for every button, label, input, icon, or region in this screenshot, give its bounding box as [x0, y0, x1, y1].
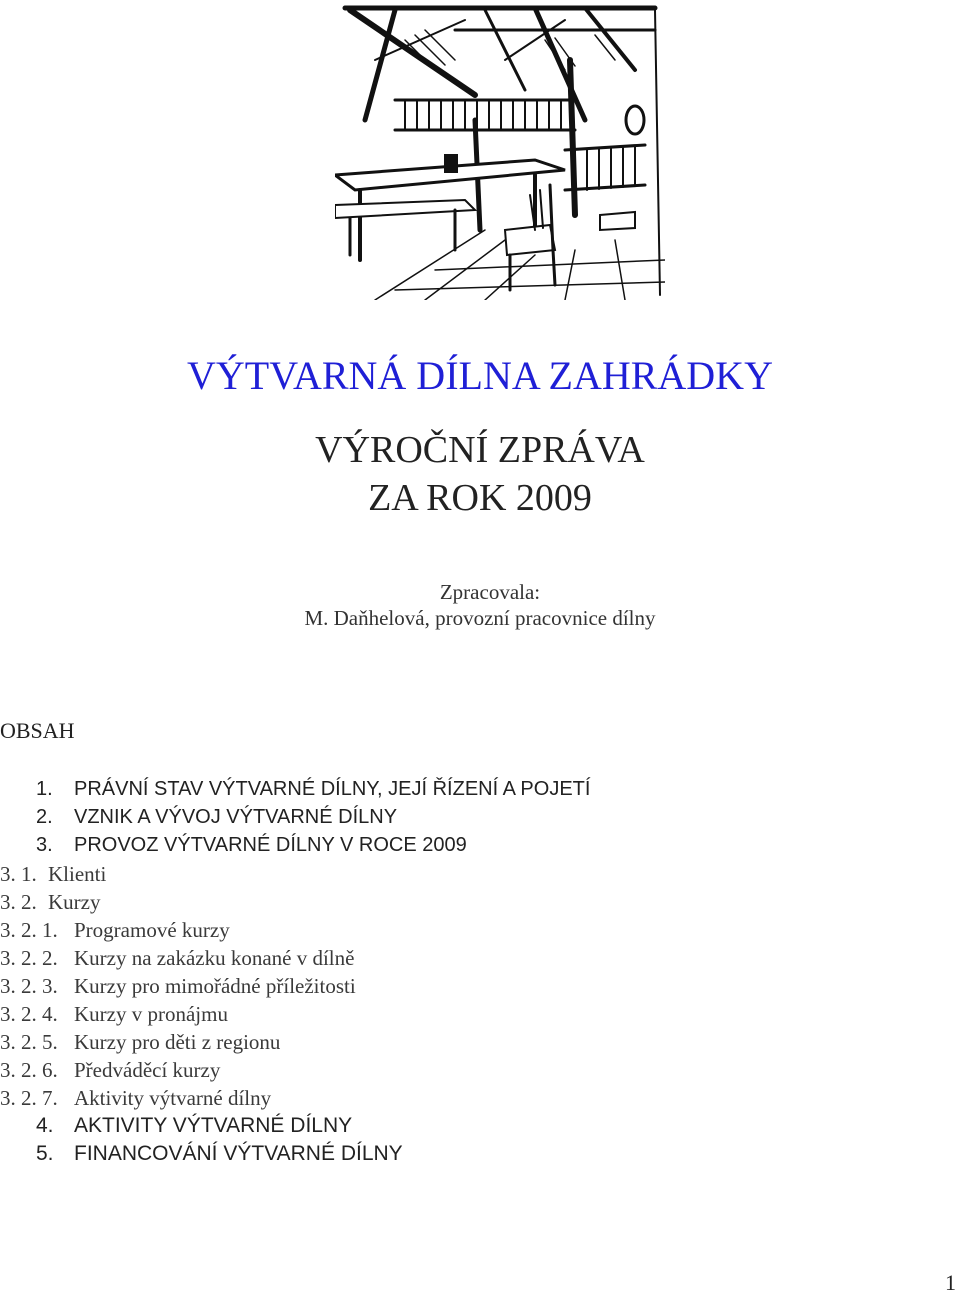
- toc-item-number: 3. 2. 6.: [0, 1058, 58, 1082]
- toc-item-text: PROVOZ VÝTVARNÉ DÍLNY V ROCE 2009: [74, 834, 467, 856]
- author-name: M. Daňhelová, provozní pracovnice dílny: [304, 606, 656, 630]
- toc-item: [0, 1030, 280, 1055]
- toc-item: [0, 918, 230, 943]
- toc-item-text: Klienti: [48, 862, 107, 886]
- toc-item: [36, 1114, 352, 1138]
- toc-item-text: Kurzy pro mimořádné příležitosti: [74, 974, 356, 998]
- report-subtitle-line1: VÝROČNÍ ZPRÁVA: [315, 429, 645, 471]
- toc-item-number: 2.: [36, 806, 53, 828]
- toc-item-number: 4.: [36, 1114, 54, 1137]
- toc-item-number: 3. 2.: [0, 890, 37, 914]
- toc-item-text: Kurzy: [48, 890, 101, 914]
- toc-item: [36, 806, 397, 829]
- toc-item-text: Kurzy pro děti z regionu: [74, 1030, 281, 1054]
- page-number: 1: [945, 1270, 956, 1295]
- toc-item-number: 5.: [36, 1142, 54, 1165]
- toc-item-text: Aktivity výtvarné dílny: [74, 1086, 272, 1110]
- author-label: Zpracovala:: [439, 580, 541, 604]
- toc-item-text: Programové kurzy: [74, 918, 230, 942]
- toc-item-number: 3. 2. 1.: [0, 918, 58, 942]
- toc-item: [0, 946, 354, 971]
- toc-item-text: VZNIK A VÝVOJ VÝTVARNÉ DÍLNY: [74, 806, 398, 828]
- toc-item-number: 3. 2. 3.: [0, 974, 58, 998]
- toc-item: [36, 778, 590, 801]
- toc-item-number: 3. 2. 2.: [0, 946, 58, 970]
- toc-item-number: 3. 2. 5.: [0, 1030, 58, 1054]
- toc-item: [0, 862, 106, 887]
- toc-item-text: Kurzy v pronájmu: [74, 1002, 228, 1026]
- toc-item-number: 3. 1.: [0, 862, 37, 886]
- toc-item: [0, 1086, 271, 1111]
- toc-item-text: Předváděcí kurzy: [74, 1058, 221, 1082]
- document-title: VÝTVARNÁ DÍLNA ZAHRÁDKY: [187, 353, 773, 398]
- toc-item: [36, 834, 467, 857]
- toc-item-text: PRÁVNÍ STAV VÝTVARNÉ DÍLNY, JEJÍ ŘÍZENÍ A POJETÍ: [74, 778, 591, 800]
- toc-item: [0, 1002, 228, 1027]
- toc-item: [0, 1058, 220, 1083]
- report-subtitle-line2: ZA ROK 2009: [368, 477, 592, 519]
- workshop-illustration: [335, 0, 665, 300]
- toc-item: [36, 1142, 403, 1166]
- toc-item: [0, 890, 100, 915]
- toc-item-text: Kurzy na zakázku konané v dílně: [74, 946, 355, 970]
- toc-item-number: 1.: [36, 778, 53, 800]
- toc-heading: OBSAH: [0, 718, 75, 743]
- toc-item: [0, 974, 356, 999]
- toc-item-number: 3. 2. 4.: [0, 1002, 58, 1026]
- toc-item-text: FINANCOVÁNÍ VÝTVARNÉ DÍLNY: [74, 1142, 403, 1165]
- toc-item-number: 3.: [36, 834, 53, 856]
- toc-item-text: AKTIVITY VÝTVARNÉ DÍLNY: [74, 1114, 353, 1137]
- toc-item-number: 3. 2. 7.: [0, 1086, 58, 1110]
